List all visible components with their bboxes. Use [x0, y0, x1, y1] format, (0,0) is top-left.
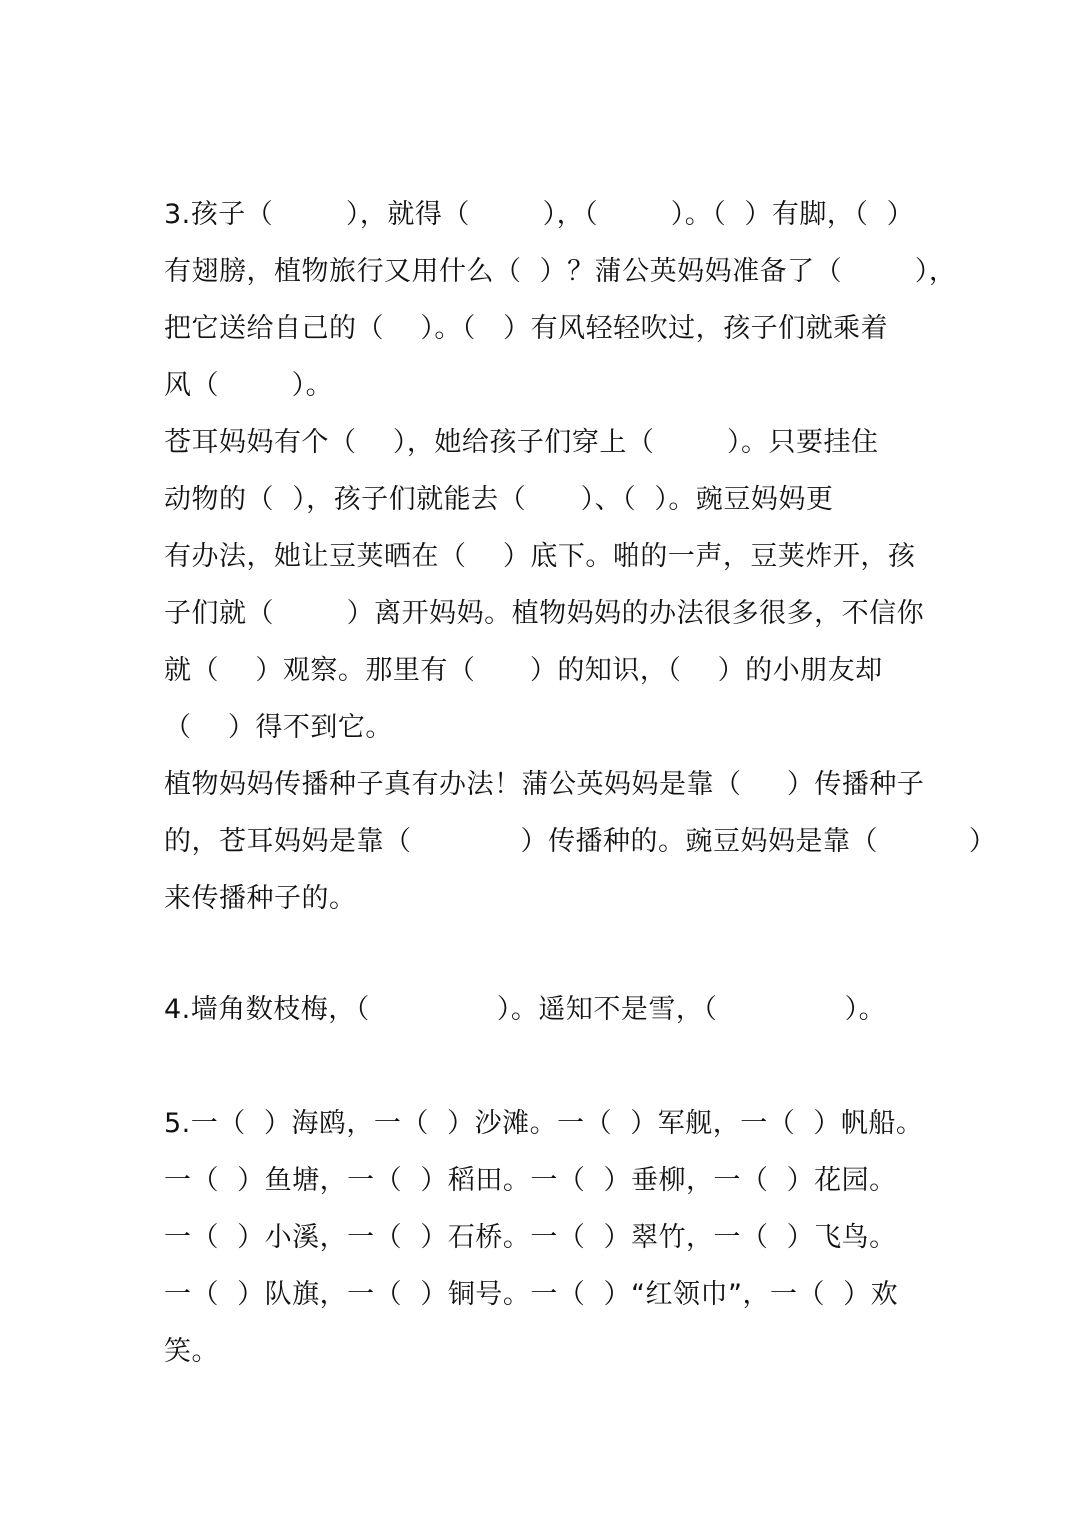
q3-line-4: 风（ ）。: [164, 370, 334, 401]
q3-line-3: 把它送给自己的（ ）。（ ）有风轻轻吹过，孩子们就乘着: [164, 313, 889, 344]
q5-line-5: 笑。: [164, 1336, 219, 1367]
q3-line-6: 动物的（ ），孩子们就能去（ ）、（ ）。豌豆妈妈更: [164, 484, 834, 515]
q3-line-10: （ ）得不到它。: [164, 712, 393, 743]
q3-line-13: 来传播种子的。: [164, 883, 357, 914]
q4-line: 4.墙角数枝梅，（ ）。遥知不是雪，（ ）。: [164, 994, 887, 1025]
q5-line-1: 5.一（ ）海鸥，一（ ）沙滩。一（ ）军舰，一（ ）帆船。: [164, 1108, 924, 1139]
q3-line-11: 植物妈妈传播种子真有办法！蒲公英妈妈是靠（ ）传播种子: [164, 769, 925, 800]
q5-line-3: 一（ ）小溪，一（ ）石桥。一（ ）翠竹，一（ ）飞鸟。: [164, 1222, 897, 1253]
q3-line-2: 有翅膀，植物旅行又用什么（ ）？蒲公英妈妈准备了（ ），: [164, 256, 957, 287]
q3-line-7: 有办法，她让豆荚晒在（ ）底下。啪的一声，豆荚炸开，孩: [164, 541, 916, 572]
q5-line-4: 一（ ）队旗，一（ ）铜号。一（ ）“红领巾”，一（ ）欢: [164, 1279, 899, 1310]
q5-line-2: 一（ ）鱼塘，一（ ）稻田。一（ ）垂柳，一（ ）花园。: [164, 1165, 897, 1196]
q3-line-9: 就（ ）观察。那里有（ ）的知识，（ ）的小朋友却: [164, 655, 883, 686]
q3-line-5: 苍耳妈妈有个（ ），她给孩子们穿上（ ）。只要挂住: [164, 427, 879, 458]
q3-line-8: 子们就（ ）离开妈妈。植物妈妈的办法很多很多，不信你: [164, 598, 925, 629]
q3-line-12: 的，苍耳妈妈是靠（ ）传播种的。豌豆妈妈是靠（ ）: [164, 826, 997, 857]
q3-line-1: 3.孩子（ ），就得（ ），（ ）。（ ）有脚，（ ）: [164, 199, 915, 230]
